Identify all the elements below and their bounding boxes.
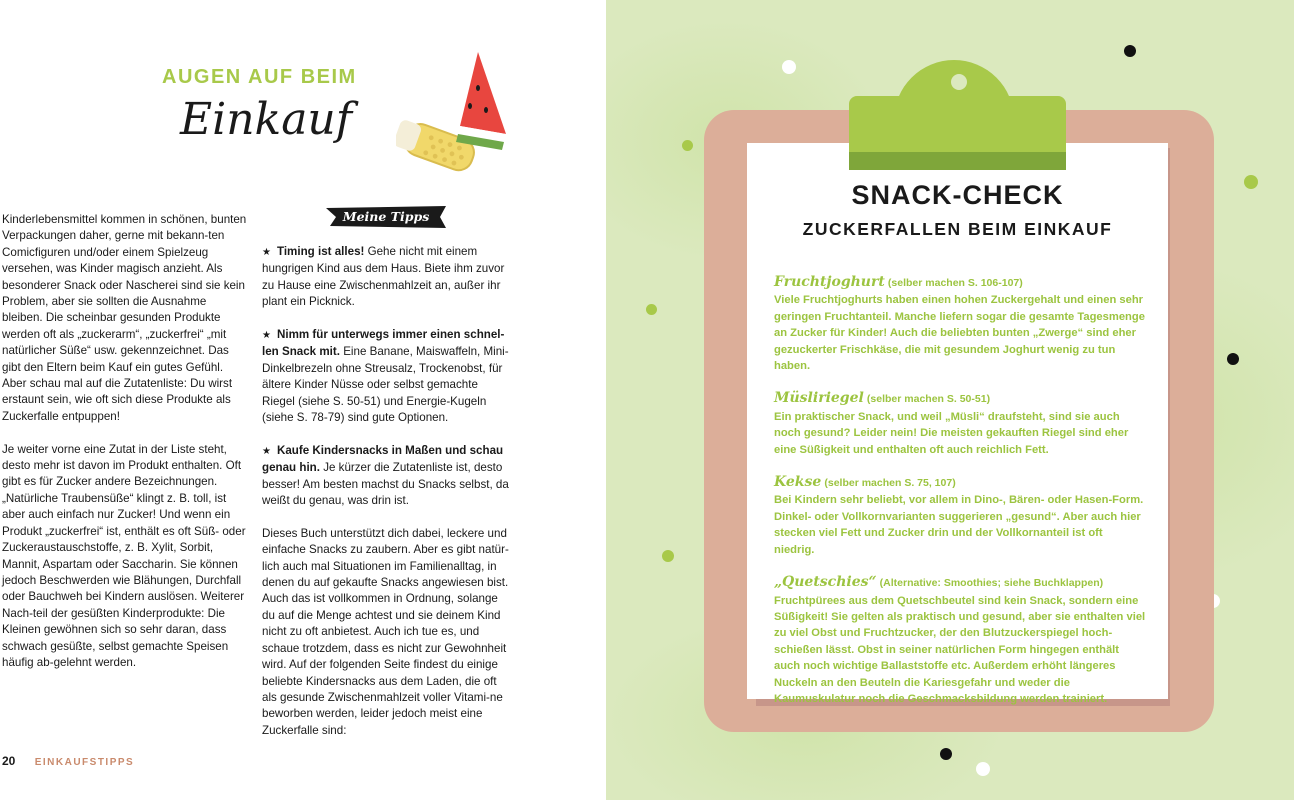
tip-text: Eine Banane, Maiswaffeln, Mini-Dinkelbrezeln ohne Streusalz, Trockenobst, für ältere Kinder Nüsse oder selbst gemachte Riegel (siehe S. 50-51) und Energie-Kugeln (siehe S. 78-79) sind gute Optionen. [262, 345, 509, 425]
tips-column [262, 244, 512, 756]
tip-item [262, 244, 512, 311]
closing-paragraph: Dieses Buch unterstützt dich dabei, leckere und einfache Snacks zu zaubern. Aber es gibt natür-lich auch mal Situationen im Familienalltag, in denen du auf gekaufte Snacks angewiesen bist. Auch das ist vollkommen in Ordnung, solange du auf die Menge achtest und sie deinem Kind nicht zu oft anbietest. Auch ich tue es, und schaue trotzdem, dass es nicht zur Gewohnheit wird. Auf der folgenden Seite findest du einige beliebte Kindersnacks aus dem Laden, die oft als gesunde Zwischenmahlzeit voller Vitami-ne beworben werden, leider jedoch meist eine Zuckerfalle sind: [262, 526, 509, 737]
entry-name: Kekse [774, 474, 822, 491]
tip-bold: Kaufe Kindersnacks in Maßen und schau genau hin. [262, 443, 504, 475]
entry-text: Viele Fruchtjoghurts haben einen hohen Zuckergehalt und einen sehr geringen Fruchtanteil. Manche liefern sogar die gesamte Tagesmenge an Zucker für Kinder! Auch die beliebten bunten „Zwerge“ sind eher gezuckerter Frischkäse, die mit gesundem Joghurt wenig zu tun haben. [774, 294, 1145, 373]
decor-dot [662, 550, 674, 562]
tips-tag-label: Meine Tipps [342, 209, 430, 224]
tip-bold: Nimm für unterwegs immer einen schnel-len Snack mit. [262, 328, 505, 359]
decor-dot [976, 762, 990, 776]
intro-paragraph: Kinderlebensmittel kommen in schönen, bunten Verpackungen daher, gerne mit bekann-ten Comicfiguren und/oder einem Spielzeug versehen, was Kinder magisch anzieht. Als besonderer Snack oder Nascherei sind sie kein Problem, aber sie sollten die Ausnahme bleiben. Die scheinbar gesunden Produkte werden oft als „zuckerarm“, „zuckerfrei“ „mit natürlicher Süße“ usw. gekennzeichnet. Das gibt den Eltern beim Kauf ein gutes Gefühl. Aber schau mal auf die Zutatenliste: Du wirst erstaunt sein, wie oft sich diese Produkte als Zuckerfalle entpuppen! [2, 213, 247, 423]
watermelon-corn-illustration [396, 48, 516, 180]
entry-name: Müsliriegel [774, 390, 864, 407]
snack-entry [774, 274, 1146, 374]
clip-hole [951, 74, 967, 90]
decor-dot [1244, 175, 1258, 189]
snack-entry [774, 390, 1146, 458]
clip-base [849, 96, 1066, 154]
decor-dot [1227, 353, 1239, 365]
section-title: Einkauf [180, 94, 353, 145]
entry-note: (selber machen S. 50-51) [866, 393, 991, 406]
tip-text: Je kürzer die Zutatenliste ist, desto besser! Am besten machst du Snacks selbst, da weißt du genau, was drin ist. [262, 461, 509, 508]
star-icon: ★ [262, 247, 271, 258]
entry-name: Fruchtjoghurt [774, 274, 885, 290]
tip-text: Gehe nicht mit einem hungrigen Kind aus dem Haus. Biete ihm zuvor zu Hause eine Zwischenmahlzeit an, außer ihr plant ein Picknick. [262, 245, 505, 309]
decor-dot [782, 60, 796, 74]
intro-column [2, 212, 248, 688]
entry-note: (selber machen S. 106-107) [887, 277, 1023, 289]
star-icon: ★ [262, 330, 271, 342]
star-icon: ★ [262, 445, 271, 457]
snack-check-subtitle: ZUCKERFALLEN BEIM EINKAUF [802, 219, 1113, 239]
section-label: EINKAUFSTIPPS [34, 757, 135, 768]
tips-tag [326, 206, 446, 228]
entry-text: Bei Kindern sehr beliebt, vor allem in Dino-, Bären- oder Hasen-Form. Dinkel- oder Vollkornvarianten suggerieren „gesund“. Aber auch hier stecken viel Fett und Zucker drin und der Vollkornanteil ist oft niedrig. [774, 494, 1144, 556]
intro-paragraph: Je weiter vorne eine Zutat in der Liste steht, desto mehr ist davon im Produkt enthalten. Oft gibt es für Zucker andere Bezeichnungen. „Natürliche Traubensüße“ klingt z. B. toll, ist aber auch einfach nur Zucker! Und wenn ein Produkt „zuckerfrei“ ist, enthält es oft Süß- oder Zuckeraustauschstoffe, z. B. Xylit, Sorbit, Mannit, Aspartam oder Saccharin. Sie können jedoch Beschwerden wie Blähungen, Durchfall oder Bauchweh bei Kindern auslösen. Weiterer Nach-teil der gesüßten Kinderprodukte: Die Kleinen gewöhnen sich so sehr daran, dass schwach gesüßte, selbst gemachte Speisen häufig ab-gelehnt werden. [2, 442, 246, 669]
decor-dot [646, 304, 657, 315]
tip-item [262, 443, 512, 510]
entry-text: Fruchtpürees aus dem Quetschbeutel sind kein Snack, sondern eine Süßigkeit! Sie gelten als praktisch und gesund, aber sie enthalten viel zu viel Obst und Fruchtzucker, der den Blutzuckerspiegel hoch-schießen lässt. Obst in seiner natürlichen Form hingegen enthält auch noch wichtige Ballaststoffe etc. Außerdem erhöht längeres Nuckeln an den Beuteln die Kariesgefahr und weder die Kaumuskulatur noch die Geschmacksbildung werden trainiert. [774, 594, 1146, 705]
folio [2, 754, 134, 768]
page-number: 20 [2, 754, 16, 768]
tip-bold: Timing ist alles! [276, 245, 365, 258]
clip-band [849, 152, 1066, 170]
entry-text: Ein praktischer Snack, und weil „Müsli“ draufsteht, sind sie auch noch gesund? Leider nein! Die meisten gekauften Riegel sind eher eine Süßigkeit und enthalten oft auch reichlich Fett. [774, 410, 1129, 456]
right-page [606, 0, 1294, 800]
entry-name: „Quetschies“ [774, 574, 877, 591]
decor-dot [940, 748, 952, 760]
left-page [0, 0, 606, 800]
snack-entry [774, 474, 1146, 558]
entry-note: (Alternative: Smoothies; siehe Buchklappen) [879, 577, 1104, 590]
snack-check-title: SNACK-CHECK [851, 180, 1064, 210]
entry-note: (selber machen S. 75, 107) [824, 477, 956, 490]
decor-dot [682, 140, 693, 151]
snack-entries [774, 274, 1146, 723]
snack-entry [774, 574, 1146, 707]
tip-item [262, 327, 512, 426]
decor-dot [1124, 45, 1136, 57]
section-kicker: AUGEN AUF BEIM [162, 66, 357, 88]
